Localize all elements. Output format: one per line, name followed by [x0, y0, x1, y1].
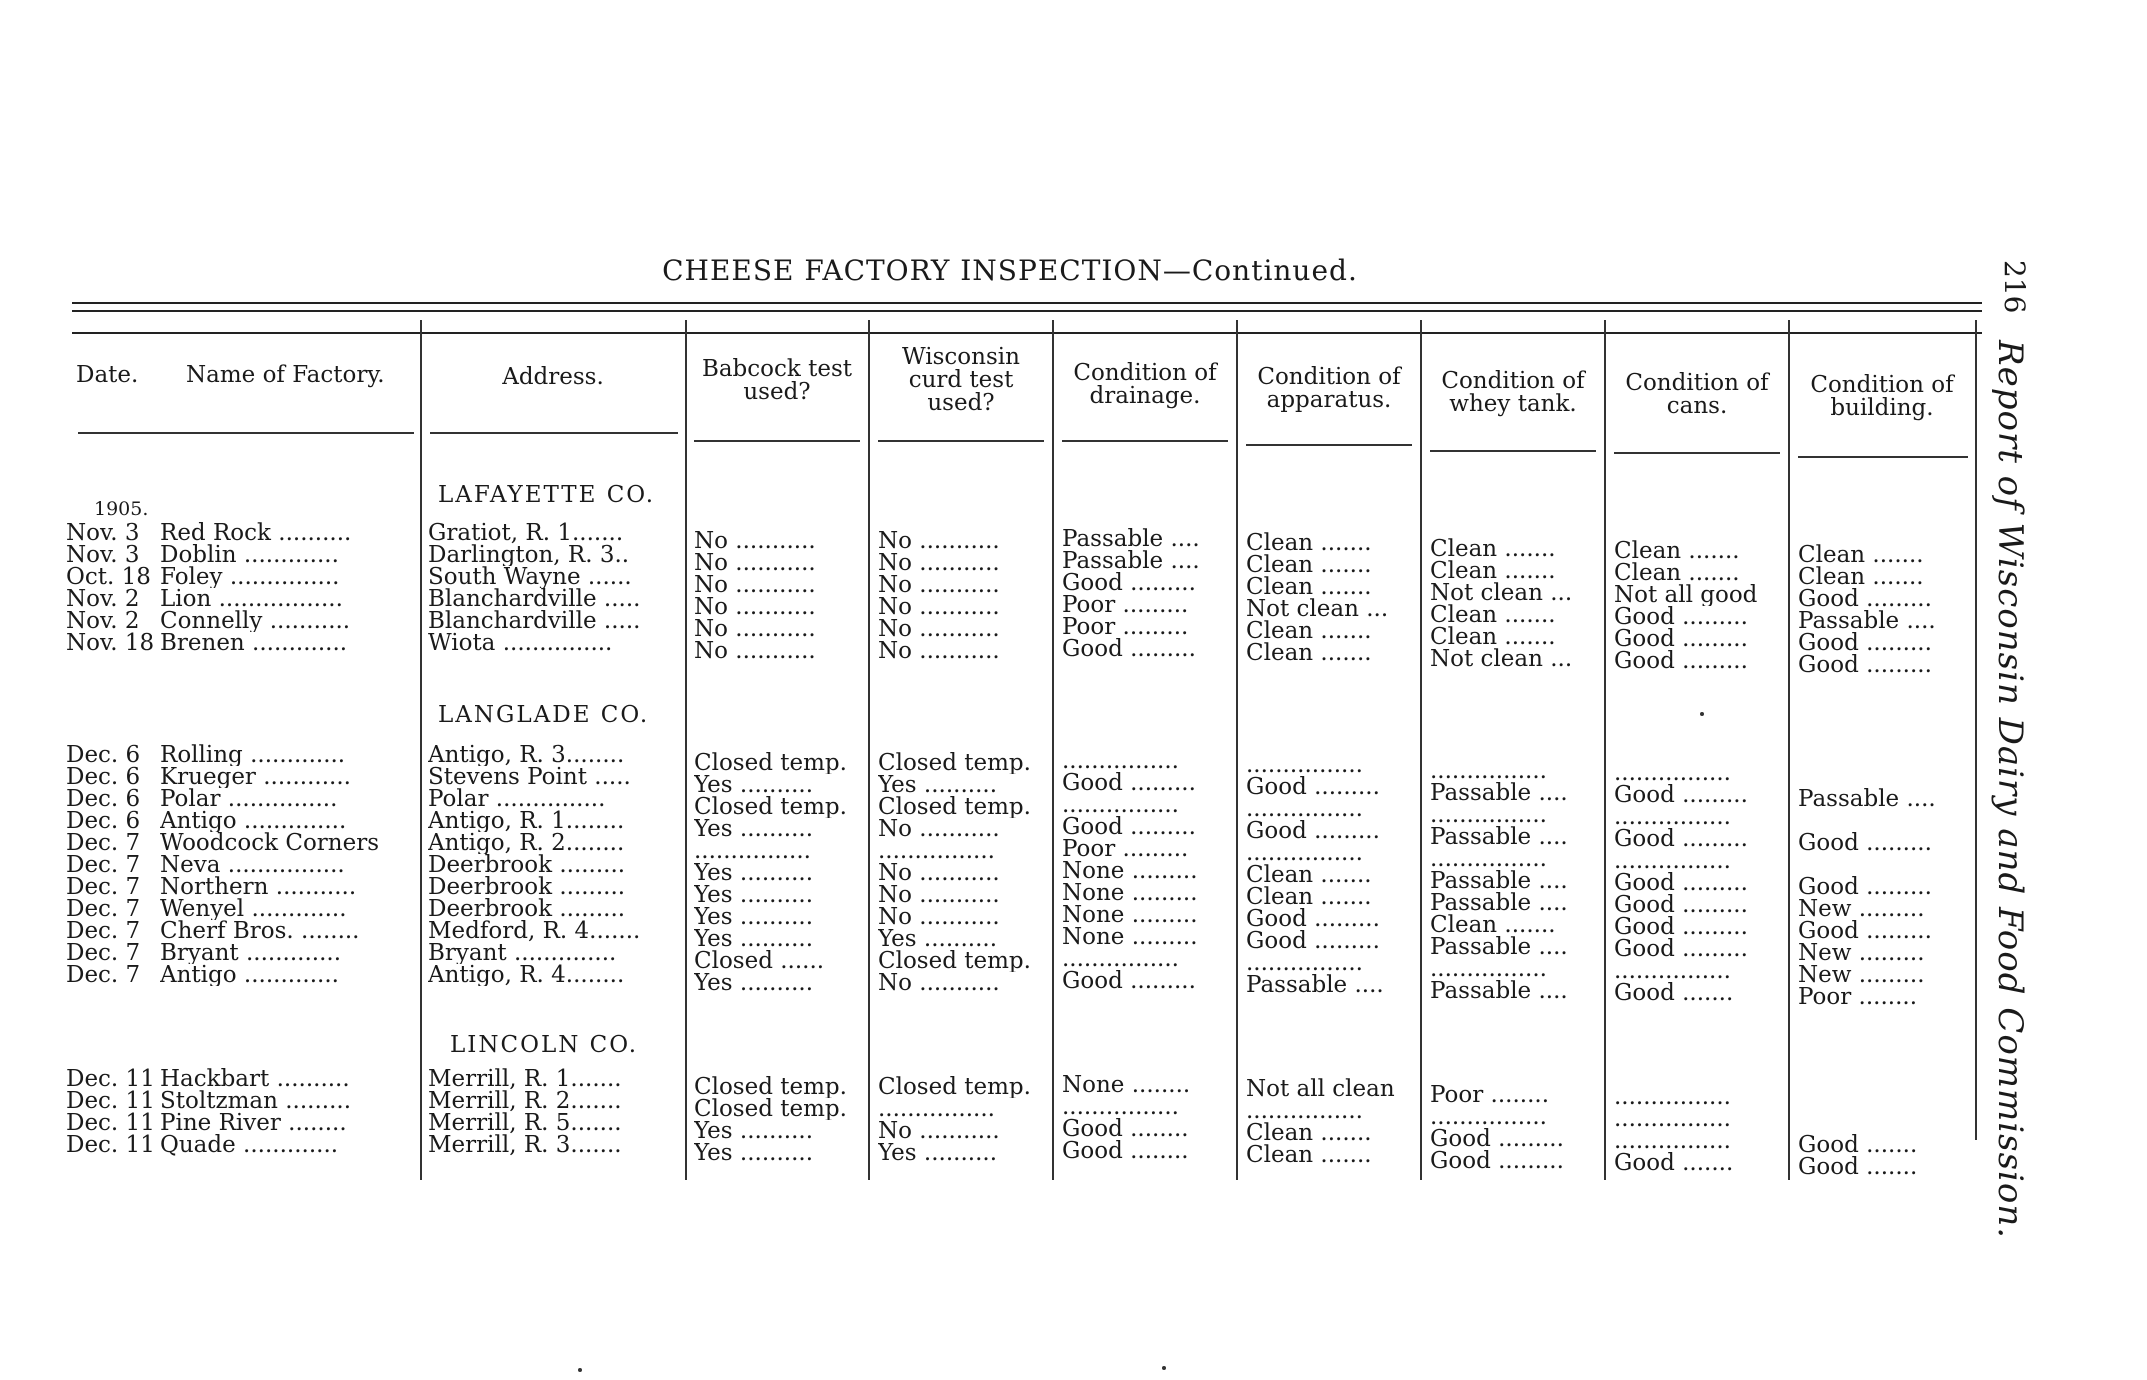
county-heading: LINCOLN CO.: [450, 1032, 639, 1058]
cell-building: Clean .......: [1798, 544, 1924, 566]
cell-curd: No ...........: [878, 596, 1000, 618]
header-whey: Condition of whey tank.: [1441, 368, 1585, 417]
cell-address: Antigo, R. 1........: [428, 810, 625, 832]
cell-date: Dec. 11: [66, 1068, 155, 1090]
cell-whey: ................: [1430, 848, 1547, 870]
cell-date: Dec. 7: [66, 876, 141, 898]
cell-babcock: No ...........: [694, 618, 816, 640]
cell-drainage: None .........: [1062, 904, 1198, 926]
cell-building: Good .......: [1798, 1156, 1918, 1178]
header-drainage: Condition of drainage.: [1073, 360, 1217, 409]
cell-curd: ................: [878, 1098, 995, 1120]
header-babcock: Babcock test used?: [701, 356, 853, 405]
cell-address: Blanchardville .....: [428, 610, 641, 632]
cell-whey: Not clean ...: [1430, 582, 1573, 604]
cell-factory: Wenyel .............: [160, 898, 347, 920]
cell-address: Gratiot, R. 1.......: [428, 522, 624, 544]
cell-factory: Hackbart ..........: [160, 1068, 350, 1090]
running-title: Report of Wisconsin Dairy and Food Commission.: [1990, 340, 2030, 1240]
cell-drainage: ................: [1062, 1096, 1179, 1118]
column-divider: [1052, 320, 1054, 1180]
cell-apparatus: Clean .......: [1246, 1144, 1372, 1166]
county-heading: LAFAYETTE CO.: [438, 482, 656, 508]
cell-building: Poor ........: [1798, 986, 1918, 1008]
cell-address: Deerbrook .........: [428, 898, 626, 920]
cell-drainage: Passable ....: [1062, 528, 1200, 550]
cell-factory: Foley ...............: [160, 566, 340, 588]
header-underline: [1798, 456, 1968, 458]
cell-drainage: Good .........: [1062, 638, 1196, 660]
cell-address: South Wayne ......: [428, 566, 632, 588]
cell-building: Good .........: [1798, 920, 1932, 942]
cell-factory: Neva ................: [160, 854, 345, 876]
cell-factory: Krueger ............: [160, 766, 351, 788]
cell-drainage: None .........: [1062, 882, 1198, 904]
cell-cans: ................: [1614, 1108, 1731, 1130]
cell-drainage: ................: [1062, 750, 1179, 772]
cell-whey: ................: [1430, 1106, 1547, 1128]
page-number: 216: [1998, 260, 2031, 314]
cell-curd: No ...........: [878, 818, 1000, 840]
cell-drainage: None ........: [1062, 1074, 1191, 1096]
cell-apparatus: Not all clean: [1246, 1078, 1395, 1100]
cell-date: Dec. 11: [66, 1112, 155, 1134]
cell-building: Good .........: [1798, 654, 1932, 676]
cell-cans: Good .........: [1614, 828, 1748, 850]
cell-address: Deerbrook .........: [428, 876, 626, 898]
cell-babcock: Closed temp.: [694, 752, 847, 774]
cell-babcock: Yes ..........: [694, 928, 814, 950]
cell-whey: Clean .......: [1430, 626, 1556, 648]
cell-whey: Clean .......: [1430, 914, 1556, 936]
cell-address: Darlington, R. 3..: [428, 544, 630, 566]
cell-babcock: Closed ......: [694, 950, 825, 972]
cell-curd: No ...........: [878, 1120, 1000, 1142]
column-divider: [1604, 320, 1606, 1180]
cell-cans: Good .........: [1614, 784, 1748, 806]
cell-whey: Passable ....: [1430, 892, 1568, 914]
cell-drainage: Poor .........: [1062, 838, 1189, 860]
cell-drainage: Good .........: [1062, 816, 1196, 838]
cell-babcock: Closed temp.: [694, 1098, 847, 1120]
cell-building: Good .........: [1798, 632, 1932, 654]
cell-factory: Bryant .............: [160, 942, 342, 964]
cell-curd: No ...........: [878, 640, 1000, 662]
cell-apparatus: ................: [1246, 754, 1363, 776]
cell-babcock: Closed temp.: [694, 1076, 847, 1098]
cell-apparatus: ................: [1246, 1100, 1363, 1122]
cell-apparatus: Clean .......: [1246, 620, 1372, 642]
cell-whey: ................: [1430, 958, 1547, 980]
header-building: Condition of building.: [1810, 372, 1954, 421]
cell-curd: No ...........: [878, 618, 1000, 640]
cell-address: Antigo, R. 3........: [428, 744, 625, 766]
print-speck: [578, 1368, 582, 1372]
cell-factory: Stoltzman .........: [160, 1090, 352, 1112]
cell-curd: Yes ..........: [878, 928, 998, 950]
cell-curd: No ...........: [878, 530, 1000, 552]
cell-cans: Good .........: [1614, 628, 1748, 650]
cell-address: Deerbrook .........: [428, 854, 626, 876]
header-address: Address.: [502, 364, 604, 390]
cell-address: Antigo, R. 4........: [428, 964, 625, 986]
cell-curd: No ...........: [878, 862, 1000, 884]
header-factory: Name of Factory.: [186, 362, 385, 388]
cell-cans: Good .........: [1614, 606, 1748, 628]
cell-whey: Good .........: [1430, 1150, 1564, 1172]
cell-factory: Red Rock ..........: [160, 522, 352, 544]
cell-apparatus: Clean .......: [1246, 642, 1372, 664]
cell-date: Dec. 7: [66, 964, 141, 986]
cell-babcock: Closed temp.: [694, 796, 847, 818]
cell-cans: Good .........: [1614, 872, 1748, 894]
column-divider: [1236, 320, 1238, 1180]
cell-drainage: Good ........: [1062, 1140, 1189, 1162]
cell-factory: Connelly ...........: [160, 610, 351, 632]
cell-apparatus: Clean .......: [1246, 886, 1372, 908]
cell-date: Dec. 7: [66, 832, 141, 854]
cell-apparatus: Clean .......: [1246, 554, 1372, 576]
cell-curd: Closed temp.: [878, 796, 1031, 818]
year-label: 1905.: [94, 498, 149, 520]
cell-drainage: Poor .........: [1062, 616, 1189, 638]
cell-apparatus: ................: [1246, 842, 1363, 864]
cell-cans: Good .........: [1614, 650, 1748, 672]
cell-curd: No ...........: [878, 552, 1000, 574]
cell-cans: Good .........: [1614, 938, 1748, 960]
cell-factory: Doblin .............: [160, 544, 339, 566]
cell-address: Blanchardville .....: [428, 588, 641, 610]
cell-curd: No ...........: [878, 574, 1000, 596]
cell-address: Bryant ..............: [428, 942, 617, 964]
cell-factory: Brenen .............: [160, 632, 348, 654]
cell-cans: Clean .......: [1614, 562, 1740, 584]
cell-cans: Good .......: [1614, 1152, 1734, 1174]
header-apparatus: Condition of apparatus.: [1257, 364, 1401, 413]
cell-drainage: Good .........: [1062, 970, 1196, 992]
cell-cans: Good .........: [1614, 894, 1748, 916]
cell-babcock: Yes ..........: [694, 862, 814, 884]
cell-apparatus: Good .........: [1246, 930, 1380, 952]
cell-whey: Clean .......: [1430, 560, 1556, 582]
cell-apparatus: ................: [1246, 952, 1363, 974]
cell-babcock: Yes ..........: [694, 1120, 814, 1142]
cell-curd: Yes ..........: [878, 774, 998, 796]
cell-cans: ................: [1614, 762, 1731, 784]
cell-date: Dec. 6: [66, 766, 141, 788]
cell-factory: Rolling .............: [160, 744, 346, 766]
column-divider: [868, 320, 870, 1180]
cell-apparatus: Clean .......: [1246, 532, 1372, 554]
cell-building: Clean .......: [1798, 566, 1924, 588]
cell-building: Good .........: [1798, 876, 1932, 898]
cell-apparatus: Not clean ...: [1246, 598, 1389, 620]
cell-date: Dec. 11: [66, 1090, 155, 1112]
cell-babcock: No ...........: [694, 596, 816, 618]
cell-date: Dec. 11: [66, 1134, 155, 1156]
cell-drainage: Good .........: [1062, 772, 1196, 794]
header-underline: [78, 432, 414, 434]
cell-building: New .........: [1798, 898, 1925, 920]
header-underline: [1246, 444, 1412, 446]
cell-address: Wiota ...............: [428, 632, 613, 654]
cell-building: New .........: [1798, 942, 1925, 964]
cell-cans: Good .........: [1614, 916, 1748, 938]
cell-drainage: Good .........: [1062, 572, 1196, 594]
cell-address: Merrill, R. 2.......: [428, 1090, 622, 1112]
cell-cans: ................: [1614, 1130, 1731, 1152]
cell-factory: Pine River ........: [160, 1112, 347, 1134]
cell-whey: Clean .......: [1430, 604, 1556, 626]
cell-date: Oct. 18: [66, 566, 151, 588]
cell-whey: Good .........: [1430, 1128, 1564, 1150]
cell-babcock: Yes ..........: [694, 906, 814, 928]
cell-cans: ................: [1614, 960, 1731, 982]
cell-address: Polar ...............: [428, 788, 606, 810]
header-underline: [430, 432, 678, 434]
cell-factory: Antigo .............: [160, 964, 339, 986]
county-heading: LANGLADE CO.: [438, 702, 650, 728]
cell-babcock: No ...........: [694, 574, 816, 596]
cell-cans: Clean .......: [1614, 540, 1740, 562]
cell-building: Good .......: [1798, 1134, 1918, 1156]
cell-date: Nov. 2: [66, 588, 140, 610]
cell-whey: ................: [1430, 804, 1547, 826]
cell-cans: ................: [1614, 1086, 1731, 1108]
page-title: CHEESE FACTORY INSPECTION—Continued.: [662, 254, 1358, 287]
cell-drainage: ................: [1062, 948, 1179, 970]
cell-building: Passable ....: [1798, 788, 1936, 810]
cell-date: Nov. 3: [66, 522, 140, 544]
cell-babcock: No ...........: [694, 530, 816, 552]
cell-drainage: Poor .........: [1062, 594, 1189, 616]
cell-date: Dec. 7: [66, 942, 141, 964]
cell-factory: Antigo ..............: [160, 810, 347, 832]
cell-drainage: ................: [1062, 794, 1179, 816]
column-divider: [1788, 320, 1790, 1180]
cell-whey: Passable ....: [1430, 826, 1568, 848]
cell-factory: Quade .............: [160, 1134, 339, 1156]
cell-address: Merrill, R. 5.......: [428, 1112, 622, 1134]
top-rule: [72, 302, 1982, 304]
cell-whey: Clean .......: [1430, 538, 1556, 560]
cell-date: Nov. 18: [66, 632, 155, 654]
top-rule: [72, 332, 1982, 334]
cell-building: New .........: [1798, 964, 1925, 986]
cell-address: Merrill, R. 3.......: [428, 1134, 622, 1156]
cell-curd: Yes ..........: [878, 1142, 998, 1164]
header-underline: [1062, 440, 1228, 442]
column-divider: [1975, 320, 1977, 1140]
cell-date: Dec. 7: [66, 854, 141, 876]
cell-apparatus: Passable ....: [1246, 974, 1384, 996]
top-rule: [72, 310, 1982, 312]
cell-babcock: No ...........: [694, 552, 816, 574]
cell-date: Dec. 7: [66, 898, 141, 920]
cell-whey: Passable ....: [1430, 980, 1568, 1002]
cell-cans: ................: [1614, 806, 1731, 828]
cell-curd: No ...........: [878, 972, 1000, 994]
cell-factory: Woodcock Corners: [160, 832, 380, 854]
cell-date: Nov. 2: [66, 610, 140, 632]
cell-babcock: ................: [694, 840, 811, 862]
cell-address: Antigo, R. 2........: [428, 832, 625, 854]
cell-apparatus: Clean .......: [1246, 576, 1372, 598]
cell-drainage: Passable ....: [1062, 550, 1200, 572]
cell-cans: ................: [1614, 850, 1731, 872]
cell-apparatus: Good .........: [1246, 908, 1380, 930]
cell-date: Dec. 6: [66, 810, 141, 832]
cell-factory: Polar ...............: [160, 788, 338, 810]
cell-factory: Lion .................: [160, 588, 343, 610]
header-underline: [878, 440, 1044, 442]
cell-address: Medford, R. 4.......: [428, 920, 641, 942]
header-underline: [1614, 452, 1780, 454]
cell-building: Good .........: [1798, 832, 1932, 854]
cell-factory: Cherf Bros. ........: [160, 920, 360, 942]
header-underline: [694, 440, 860, 442]
cell-apparatus: Clean .......: [1246, 1122, 1372, 1144]
header-cans: Condition of cans.: [1625, 370, 1769, 419]
cell-babcock: Yes ..........: [694, 818, 814, 840]
cell-apparatus: Good .........: [1246, 820, 1380, 842]
cell-whey: Passable ....: [1430, 870, 1568, 892]
cell-curd: Closed temp.: [878, 1076, 1031, 1098]
print-speck: [1700, 712, 1704, 716]
cell-whey: ................: [1430, 760, 1547, 782]
cell-whey: Poor ........: [1430, 1084, 1550, 1106]
cell-whey: Not clean ...: [1430, 648, 1573, 670]
cell-date: Dec. 6: [66, 744, 141, 766]
cell-address: Merrill, R. 1.......: [428, 1068, 622, 1090]
cell-babcock: Yes ..........: [694, 774, 814, 796]
column-divider: [420, 320, 422, 1180]
cell-whey: Passable ....: [1430, 936, 1568, 958]
cell-curd: ................: [878, 840, 995, 862]
cell-date: Nov. 3: [66, 544, 140, 566]
cell-building: Passable ....: [1798, 610, 1936, 632]
cell-apparatus: ................: [1246, 798, 1363, 820]
print-speck: [1162, 1366, 1166, 1370]
header-curd: Wisconsin curd test used?: [902, 344, 1020, 416]
cell-apparatus: Good .........: [1246, 776, 1380, 798]
cell-drainage: Good ........: [1062, 1118, 1189, 1140]
cell-curd: No ...........: [878, 884, 1000, 906]
cell-cans: Not all good: [1614, 584, 1758, 606]
cell-building: Good .........: [1798, 588, 1932, 610]
cell-whey: Passable ....: [1430, 782, 1568, 804]
cell-drainage: None .........: [1062, 860, 1198, 882]
cell-apparatus: Clean .......: [1246, 864, 1372, 886]
cell-curd: Closed temp.: [878, 752, 1031, 774]
header-underline: [1430, 450, 1596, 452]
cell-cans: Good .......: [1614, 982, 1734, 1004]
cell-curd: Closed temp.: [878, 950, 1031, 972]
header-date: Date.: [76, 362, 139, 388]
cell-babcock: No ...........: [694, 640, 816, 662]
cell-babcock: Yes ..........: [694, 884, 814, 906]
cell-babcock: Yes ..........: [694, 1142, 814, 1164]
cell-address: Stevens Point .....: [428, 766, 631, 788]
cell-date: Dec. 7: [66, 920, 141, 942]
cell-factory: Northern ...........: [160, 876, 357, 898]
cell-date: Dec. 6: [66, 788, 141, 810]
column-divider: [685, 320, 687, 1180]
column-divider: [1420, 320, 1422, 1180]
cell-curd: No ...........: [878, 906, 1000, 928]
cell-drainage: None .........: [1062, 926, 1198, 948]
cell-babcock: Yes ..........: [694, 972, 814, 994]
